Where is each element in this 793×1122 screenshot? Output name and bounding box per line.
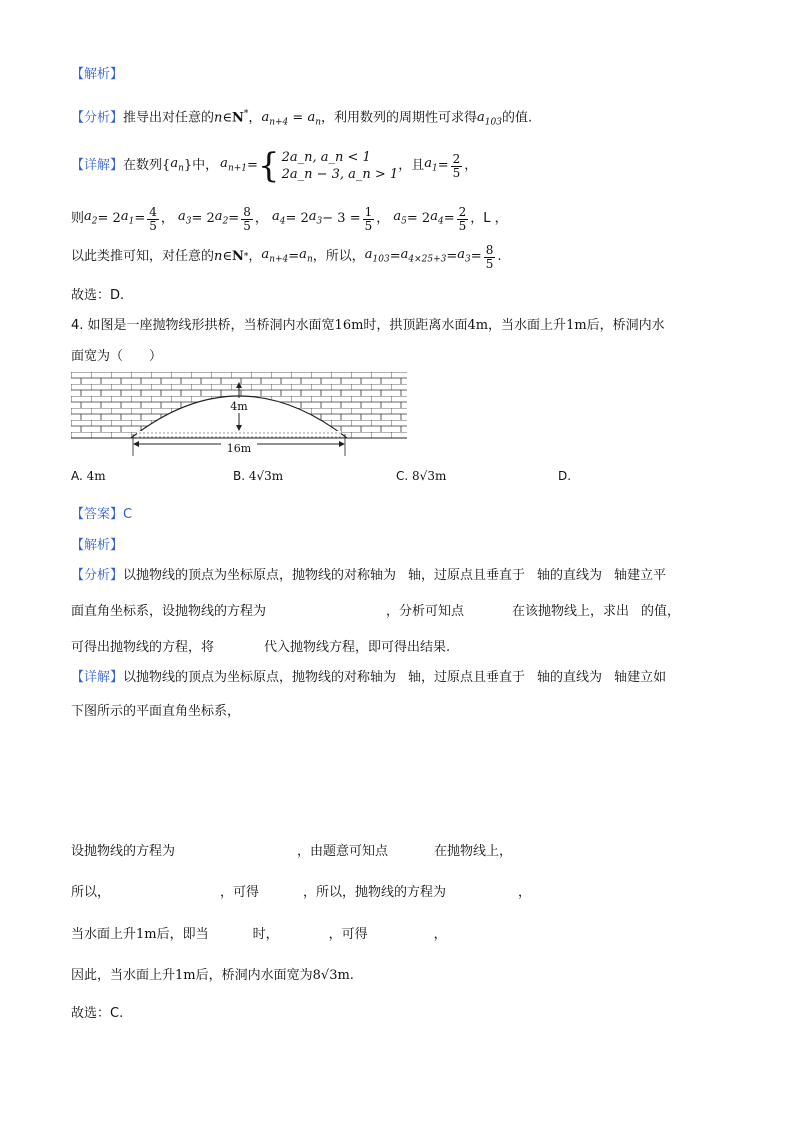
case-1: 2a_n, a_n < 1 <box>281 150 371 165</box>
answer-choice-2: 故选：C. <box>71 1006 124 1021</box>
answer-heading: 【答案】C <box>71 507 133 522</box>
analysis-2-line-2: 面直角坐标系，设抛物线的方程为 ，分析可知点 在该抛物线上，求出 的值， <box>71 604 681 619</box>
text: ，且 <box>398 158 425 173</box>
detail-line-3: 以此类推可知，对任意的 n ∈ N * ， $a_{n+4}$ = $a_n$ ，所以， $a_{103}$ = $a_{4\times 25+3}$ = $a_3$ = $\frac{8}{5}$ . <box>71 242 502 271</box>
solution-line-1: 设抛物线的方程为 ，由题意可知点 在抛物线上， <box>71 844 513 859</box>
water-surface <box>137 431 341 438</box>
analysis-2-line-1: 【分析】以抛物线的顶点为坐标原点，抛物线的对称轴为 轴，过原点且垂直于 轴的直线为 轴建立平 <box>71 568 667 583</box>
detail-line-1: 【详解】 在数列 { $a_n$ } 中， $a_{n+1}$ = { 2a_n, a_n < 1 2a_n − 3, a_n > 1 ，且 $a_1$ = $\frac{2}{5}$ ， <box>71 146 478 186</box>
text: ，所以， <box>312 249 365 264</box>
math-a103: $a_{103}$ <box>477 110 502 128</box>
math-n-in-N: n <box>214 110 223 126</box>
piecewise: { 2a_n, a_n < 1 2a_n − 3, a_n > 1 <box>257 146 399 186</box>
detail-line-2: 则 $a_2$ = 2 $a_1$ = $\frac{4}{5}$ ， $a_3$ = 2 $a_2$ = $\frac{8}{5}$ ， $a_4$ = 2 $a_3$ − 3 = $\frac{1}{5}$ ， $a_5$ = 2 $a_4$ = $\frac{2}{5}$ ，L ， <box>71 204 508 233</box>
text: ，L ， <box>470 211 508 226</box>
analysis-heading-2: 【解析】 <box>71 538 124 553</box>
text: 推导出对任意的 <box>123 110 215 126</box>
height-label: 4m <box>230 400 248 413</box>
text: ，利用数列的周期性可求得 <box>321 110 478 126</box>
width-label: 16m <box>226 442 252 455</box>
case-2: 2a_n − 3, a_n > 1 <box>281 167 399 182</box>
analysis-line-1: 【分析】推导出对任意的n∈N*，$a_{n+4} = a_n$，利用数列的周期性可求得$a_{103}$的值. <box>71 109 533 128</box>
fenxi-tag: 【分析】 <box>71 110 124 126</box>
text: 在数列 <box>123 158 163 173</box>
option-a[interactable]: A. 4m <box>71 469 106 483</box>
detail-2-line-1: 【详解】以抛物线的顶点为坐标原点，抛物线的对称轴为 轴，过原点且垂直于 轴的直线为 轴建立如 <box>71 670 667 685</box>
solution-line-2: 所以， ，可得 ，所以，抛物线的方程为 ， <box>71 885 532 900</box>
option-c[interactable]: C. 8√3m <box>396 469 447 483</box>
question-4-stem-line-2: 面宽为（ ） <box>71 349 163 364</box>
answer-choice-1: 故选：D. <box>71 288 125 303</box>
xiangjie-tag: 【详解】 <box>71 158 124 173</box>
analysis-2-line-3: 可得出抛物线的方程，将 代入抛物线方程，即可得出结果. <box>71 640 451 655</box>
detail-2-line-2: 下图所示的平面直角坐标系， <box>71 704 241 719</box>
option-d[interactable]: D. <box>558 469 572 483</box>
math-recurrence: $a_{n+4}$ <box>261 110 289 128</box>
solution-line-4: 因此，当水面上升1m后，桥洞内水面宽为8√3m. <box>71 968 354 983</box>
option-b[interactable]: B. 4√3m <box>233 469 284 483</box>
text: 的值. <box>501 110 533 126</box>
solution-line-3: 当水面上升1m后，即当 时， ，可得 ， <box>71 927 447 942</box>
bridge-figure <box>71 372 407 458</box>
text: 则 <box>71 211 85 226</box>
text: 中， <box>192 158 219 173</box>
text: 以此类推可知，对任意的 <box>71 249 215 264</box>
question-4-stem-line-1: 4. 如图是一座抛物线形拱桥，当桥洞内水面宽16m时，拱顶距离水面4m，当水面上升1m后，桥洞内水 <box>71 318 665 333</box>
analysis-heading-1: 【解析】 <box>71 67 124 82</box>
final-width-value: 8√3m <box>312 968 350 983</box>
